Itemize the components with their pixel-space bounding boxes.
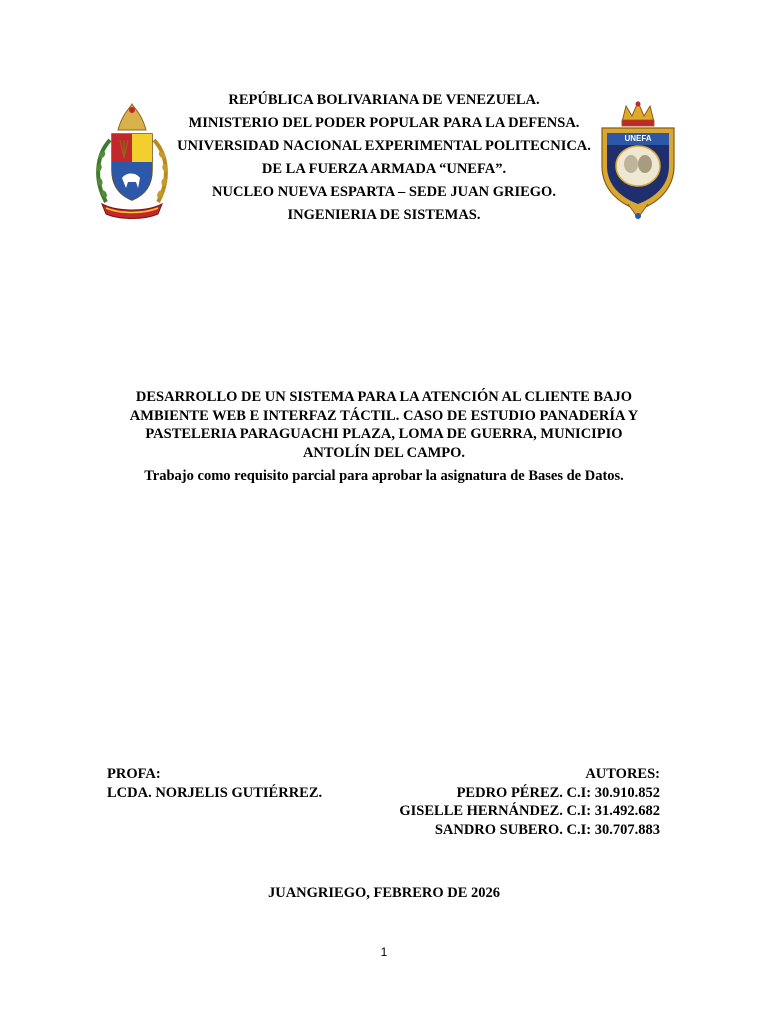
author-entry: GISELLE HERNÁNDEZ. C.I: 31.492.682 (399, 803, 660, 819)
header-line-ministry: MINISTERIO DEL PODER POPULAR PARA LA DEFENSA. (188, 115, 580, 131)
header-line-republic: REPÚBLICA BOLIVARIANA DE VENEZUELA. (228, 92, 540, 108)
document-title (108, 388, 660, 462)
professor-block (107, 765, 322, 802)
header-line-campus: NUCLEO NUEVA ESPARTA – SEDE JUAN GRIEGO. (212, 184, 556, 200)
authors-block (399, 765, 660, 839)
header-line-program: INGENIERIA DE SISTEMAS. (287, 207, 481, 223)
author-entry: SANDRO SUBERO. C.I: 30.707.883 (434, 821, 660, 838)
page-number: 1 (380, 945, 388, 959)
title-line: ANTOLÍN DEL CAMPO. (302, 444, 466, 461)
unefa-logo-text: UNEFA (624, 134, 652, 143)
title-line: PASTELERIA PARAGUACHI PLAZA, LOMA DE GUERRA, MUNICIPIO (145, 426, 623, 442)
authors-label: AUTORES: (585, 766, 660, 782)
document-subtitle: Trabajo como requisito parcial para aprobar la asignatura de Bases de Datos. (144, 468, 624, 484)
professor-name: LCDA. NORJELIS GUTIÉRREZ. (107, 784, 323, 801)
professor-label: PROFA: (107, 766, 161, 782)
author-entry: PEDRO PÉREZ. C.I: 30.910.852 (456, 784, 660, 801)
title-line: DESARROLLO DE UN SISTEMA PARA LA ATENCIÓN AL CLIENTE BAJO (135, 389, 633, 405)
header-line-armed-forces: DE LA FUERZA ARMADA “UNEFA”. (261, 161, 507, 177)
header-line-university: UNIVERSIDAD NACIONAL EXPERIMENTAL POLITECNICA. (177, 138, 591, 154)
place-and-date: JUANGRIEGO, FEBRERO DE 2026 (267, 885, 501, 901)
title-line: AMBIENTE WEB E INTERFAZ TÁCTIL. CASO DE ESTUDIO PANADERÍA Y (129, 407, 639, 424)
